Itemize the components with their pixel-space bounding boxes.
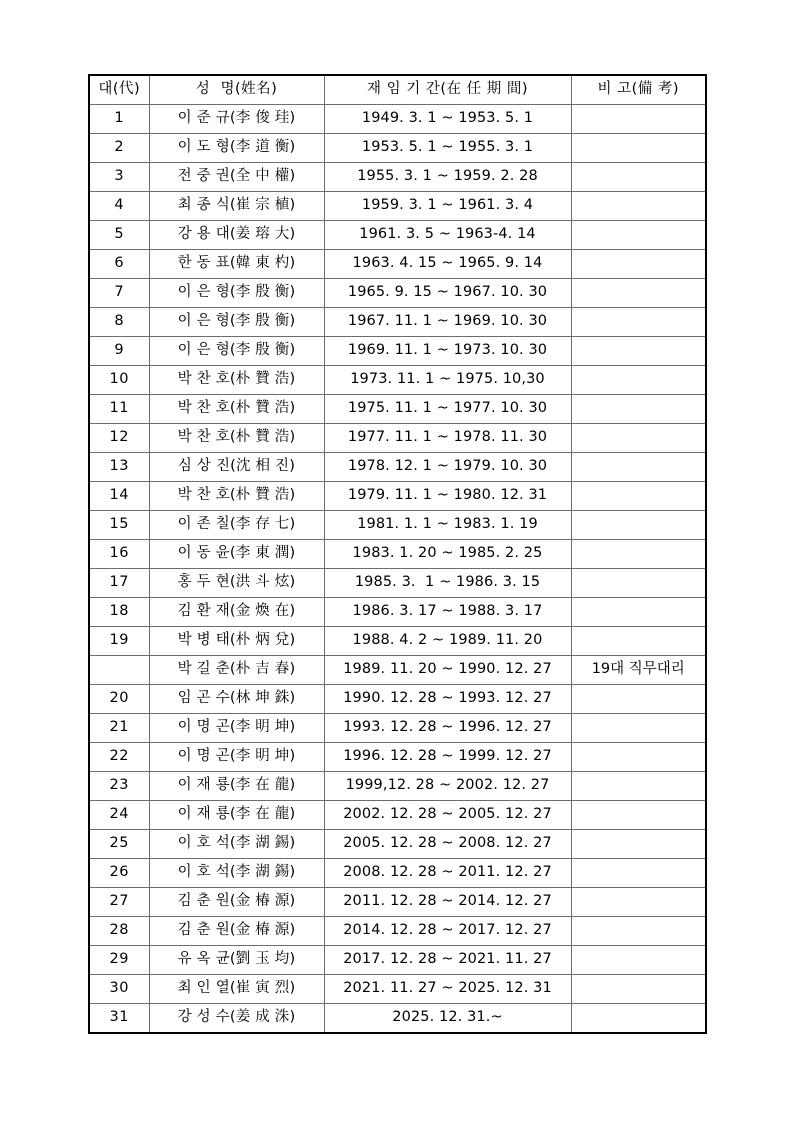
cell-name: 이 은 형(李 殷 衡)	[149, 279, 324, 308]
column-header-note: 비 고(備 考)	[571, 75, 706, 105]
roster-table-container	[88, 74, 705, 1034]
cell-name: 유 옥 균(劉 玉 均)	[149, 946, 324, 975]
cell-term: 1975. 11. 1 ~ 1977. 10. 30	[324, 395, 571, 424]
cell-generation: 13	[89, 453, 149, 482]
cell-note: 19대 직무대리	[571, 656, 706, 685]
cell-name: 이 존 칠(李 存 七)	[149, 511, 324, 540]
table-row	[89, 482, 706, 511]
cell-generation: 30	[89, 975, 149, 1004]
cell-name: 이 명 곤(李 明 坤)	[149, 714, 324, 743]
cell-name: 박 찬 호(朴 贊 浩)	[149, 366, 324, 395]
cell-note	[571, 337, 706, 366]
table-row	[89, 424, 706, 453]
cell-note	[571, 453, 706, 482]
table-row	[89, 975, 706, 1004]
cell-generation: 14	[89, 482, 149, 511]
cell-term: 1977. 11. 1 ~ 1978. 11. 30	[324, 424, 571, 453]
cell-note	[571, 540, 706, 569]
cell-note	[571, 685, 706, 714]
cell-note	[571, 366, 706, 395]
cell-term: 1996. 12. 28 ~ 1999. 12. 27	[324, 743, 571, 772]
cell-term: 1983. 1. 20 ~ 1985. 2. 25	[324, 540, 571, 569]
cell-note	[571, 134, 706, 163]
table-row	[89, 337, 706, 366]
cell-note	[571, 308, 706, 337]
cell-generation: 25	[89, 830, 149, 859]
column-header-generation: 대(代)	[89, 75, 149, 105]
cell-term: 1967. 11. 1 ~ 1969. 10. 30	[324, 308, 571, 337]
table-row	[89, 830, 706, 859]
table-row	[89, 250, 706, 279]
table-header-row	[89, 75, 706, 105]
cell-generation: 5	[89, 221, 149, 250]
cell-name: 한 동 표(韓 東 杓)	[149, 250, 324, 279]
roster-table	[88, 74, 707, 1034]
cell-generation: 4	[89, 192, 149, 221]
cell-name: 최 인 열(崔 寅 烈)	[149, 975, 324, 1004]
cell-note	[571, 482, 706, 511]
cell-name: 이 호 석(李 湖 錫)	[149, 830, 324, 859]
cell-note	[571, 424, 706, 453]
cell-generation: 10	[89, 366, 149, 395]
cell-term: 1981. 1. 1 ~ 1983. 1. 19	[324, 511, 571, 540]
cell-name: 최 종 식(崔 宗 植)	[149, 192, 324, 221]
cell-term: 2002. 12. 28 ~ 2005. 12. 27	[324, 801, 571, 830]
cell-note	[571, 801, 706, 830]
cell-note	[571, 105, 706, 134]
cell-generation: 7	[89, 279, 149, 308]
cell-generation: 2	[89, 134, 149, 163]
cell-name: 이 재 룡(李 在 龍)	[149, 801, 324, 830]
cell-generation: 16	[89, 540, 149, 569]
column-header-term: 재 임 기 간(在 任 期 間)	[324, 75, 571, 105]
cell-generation: 1	[89, 105, 149, 134]
cell-term: 1986. 3. 17 ~ 1988. 3. 17	[324, 598, 571, 627]
table-row	[89, 105, 706, 134]
table-row	[89, 569, 706, 598]
cell-term: 1999,12. 28 ~ 2002. 12. 27	[324, 772, 571, 801]
table-row	[89, 1004, 706, 1034]
cell-name: 이 명 곤(李 明 坤)	[149, 743, 324, 772]
cell-note	[571, 569, 706, 598]
cell-note	[571, 627, 706, 656]
cell-note	[571, 772, 706, 801]
cell-note	[571, 888, 706, 917]
cell-note	[571, 830, 706, 859]
cell-generation	[89, 656, 149, 685]
cell-note	[571, 975, 706, 1004]
table-row	[89, 656, 706, 685]
cell-generation: 9	[89, 337, 149, 366]
table-row	[89, 308, 706, 337]
cell-term: 1978. 12. 1 ~ 1979. 10. 30	[324, 453, 571, 482]
cell-term: 1973. 11. 1 ~ 1975. 10,30	[324, 366, 571, 395]
cell-generation: 15	[89, 511, 149, 540]
cell-note	[571, 743, 706, 772]
cell-name: 김 춘 원(金 椿 源)	[149, 888, 324, 917]
cell-term: 2017. 12. 28 ~ 2021. 11. 27	[324, 946, 571, 975]
cell-generation: 27	[89, 888, 149, 917]
cell-note	[571, 279, 706, 308]
cell-term: 1961. 3. 5 ~ 1963-4. 14	[324, 221, 571, 250]
cell-note	[571, 859, 706, 888]
cell-term: 1993. 12. 28 ~ 1996. 12. 27	[324, 714, 571, 743]
cell-generation: 17	[89, 569, 149, 598]
cell-name: 심 상 진(沈 相 진)	[149, 453, 324, 482]
cell-name: 임 곤 수(林 坤 銖)	[149, 685, 324, 714]
cell-term: 1955. 3. 1 ~ 1959. 2. 28	[324, 163, 571, 192]
cell-name: 이 은 형(李 殷 衡)	[149, 337, 324, 366]
cell-note	[571, 598, 706, 627]
table-row	[89, 163, 706, 192]
cell-generation: 21	[89, 714, 149, 743]
cell-generation: 23	[89, 772, 149, 801]
cell-term: 1969. 11. 1 ~ 1973. 10. 30	[324, 337, 571, 366]
cell-note	[571, 250, 706, 279]
cell-note	[571, 192, 706, 221]
cell-name: 이 재 룡(李 在 龍)	[149, 772, 324, 801]
cell-term: 1989. 11. 20 ~ 1990. 12. 27	[324, 656, 571, 685]
cell-term: 2021. 11. 27 ~ 2025. 12. 31	[324, 975, 571, 1004]
cell-generation: 11	[89, 395, 149, 424]
table-row	[89, 540, 706, 569]
cell-term: 1965. 9. 15 ~ 1967. 10. 30	[324, 279, 571, 308]
table-row	[89, 192, 706, 221]
table-row	[89, 627, 706, 656]
cell-name: 전 중 권(全 中 權)	[149, 163, 324, 192]
cell-generation: 12	[89, 424, 149, 453]
cell-term: 1949. 3. 1 ~ 1953. 5. 1	[324, 105, 571, 134]
cell-generation: 31	[89, 1004, 149, 1034]
table-row	[89, 395, 706, 424]
cell-generation: 22	[89, 743, 149, 772]
table-row	[89, 279, 706, 308]
table-row	[89, 453, 706, 482]
cell-name: 김 춘 원(金 椿 源)	[149, 917, 324, 946]
table-header	[89, 75, 706, 105]
table-body	[89, 105, 706, 1034]
cell-generation: 3	[89, 163, 149, 192]
cell-name: 이 도 형(李 道 衡)	[149, 134, 324, 163]
cell-name: 이 동 윤(李 東 潤)	[149, 540, 324, 569]
table-row	[89, 511, 706, 540]
cell-note	[571, 395, 706, 424]
cell-term: 2008. 12. 28 ~ 2011. 12. 27	[324, 859, 571, 888]
cell-term: 2005. 12. 28 ~ 2008. 12. 27	[324, 830, 571, 859]
table-row	[89, 801, 706, 830]
cell-generation: 20	[89, 685, 149, 714]
cell-note	[571, 163, 706, 192]
cell-generation: 6	[89, 250, 149, 279]
table-row	[89, 859, 706, 888]
cell-term: 1979. 11. 1 ~ 1980. 12. 31	[324, 482, 571, 511]
cell-term: 2025. 12. 31.~	[324, 1004, 571, 1034]
cell-note	[571, 917, 706, 946]
cell-generation: 28	[89, 917, 149, 946]
cell-term: 1988. 4. 2 ~ 1989. 11. 20	[324, 627, 571, 656]
table-row	[89, 598, 706, 627]
cell-note	[571, 946, 706, 975]
cell-note	[571, 511, 706, 540]
cell-generation: 19	[89, 627, 149, 656]
cell-name: 박 길 춘(朴 吉 春)	[149, 656, 324, 685]
table-row	[89, 134, 706, 163]
cell-term: 2014. 12. 28 ~ 2017. 12. 27	[324, 917, 571, 946]
table-row	[89, 743, 706, 772]
table-row	[89, 221, 706, 250]
cell-generation: 26	[89, 859, 149, 888]
table-row	[89, 772, 706, 801]
cell-name: 박 찬 호(朴 贊 浩)	[149, 424, 324, 453]
cell-name: 강 용 대(姜 瑢 大)	[149, 221, 324, 250]
cell-note	[571, 1004, 706, 1034]
cell-name: 이 은 형(李 殷 衡)	[149, 308, 324, 337]
table-row	[89, 366, 706, 395]
cell-name: 이 준 규(李 俊 珪)	[149, 105, 324, 134]
cell-generation: 24	[89, 801, 149, 830]
cell-term: 1959. 3. 1 ~ 1961. 3. 4	[324, 192, 571, 221]
table-row	[89, 946, 706, 975]
cell-name: 이 호 석(李 湖 錫)	[149, 859, 324, 888]
cell-name: 박 병 태(朴 炳 兌)	[149, 627, 324, 656]
cell-term: 1963. 4. 15 ~ 1965. 9. 14	[324, 250, 571, 279]
cell-name: 김 환 재(金 煥 在)	[149, 598, 324, 627]
table-row	[89, 888, 706, 917]
cell-name: 강 성 수(姜 成 洙)	[149, 1004, 324, 1034]
cell-name: 박 찬 호(朴 贊 浩)	[149, 482, 324, 511]
table-row	[89, 917, 706, 946]
table-row	[89, 714, 706, 743]
cell-note	[571, 221, 706, 250]
cell-generation: 18	[89, 598, 149, 627]
cell-name: 박 찬 호(朴 贊 浩)	[149, 395, 324, 424]
cell-term: 1985. 3. 1 ~ 1986. 3. 15	[324, 569, 571, 598]
cell-term: 1953. 5. 1 ~ 1955. 3. 1	[324, 134, 571, 163]
column-header-name: 성 명(姓名)	[149, 75, 324, 105]
cell-generation: 29	[89, 946, 149, 975]
cell-name: 홍 두 현(洪 斗 炫)	[149, 569, 324, 598]
cell-note	[571, 714, 706, 743]
cell-term: 2011. 12. 28 ~ 2014. 12. 27	[324, 888, 571, 917]
cell-generation: 8	[89, 308, 149, 337]
table-row	[89, 685, 706, 714]
cell-term: 1990. 12. 28 ~ 1993. 12. 27	[324, 685, 571, 714]
